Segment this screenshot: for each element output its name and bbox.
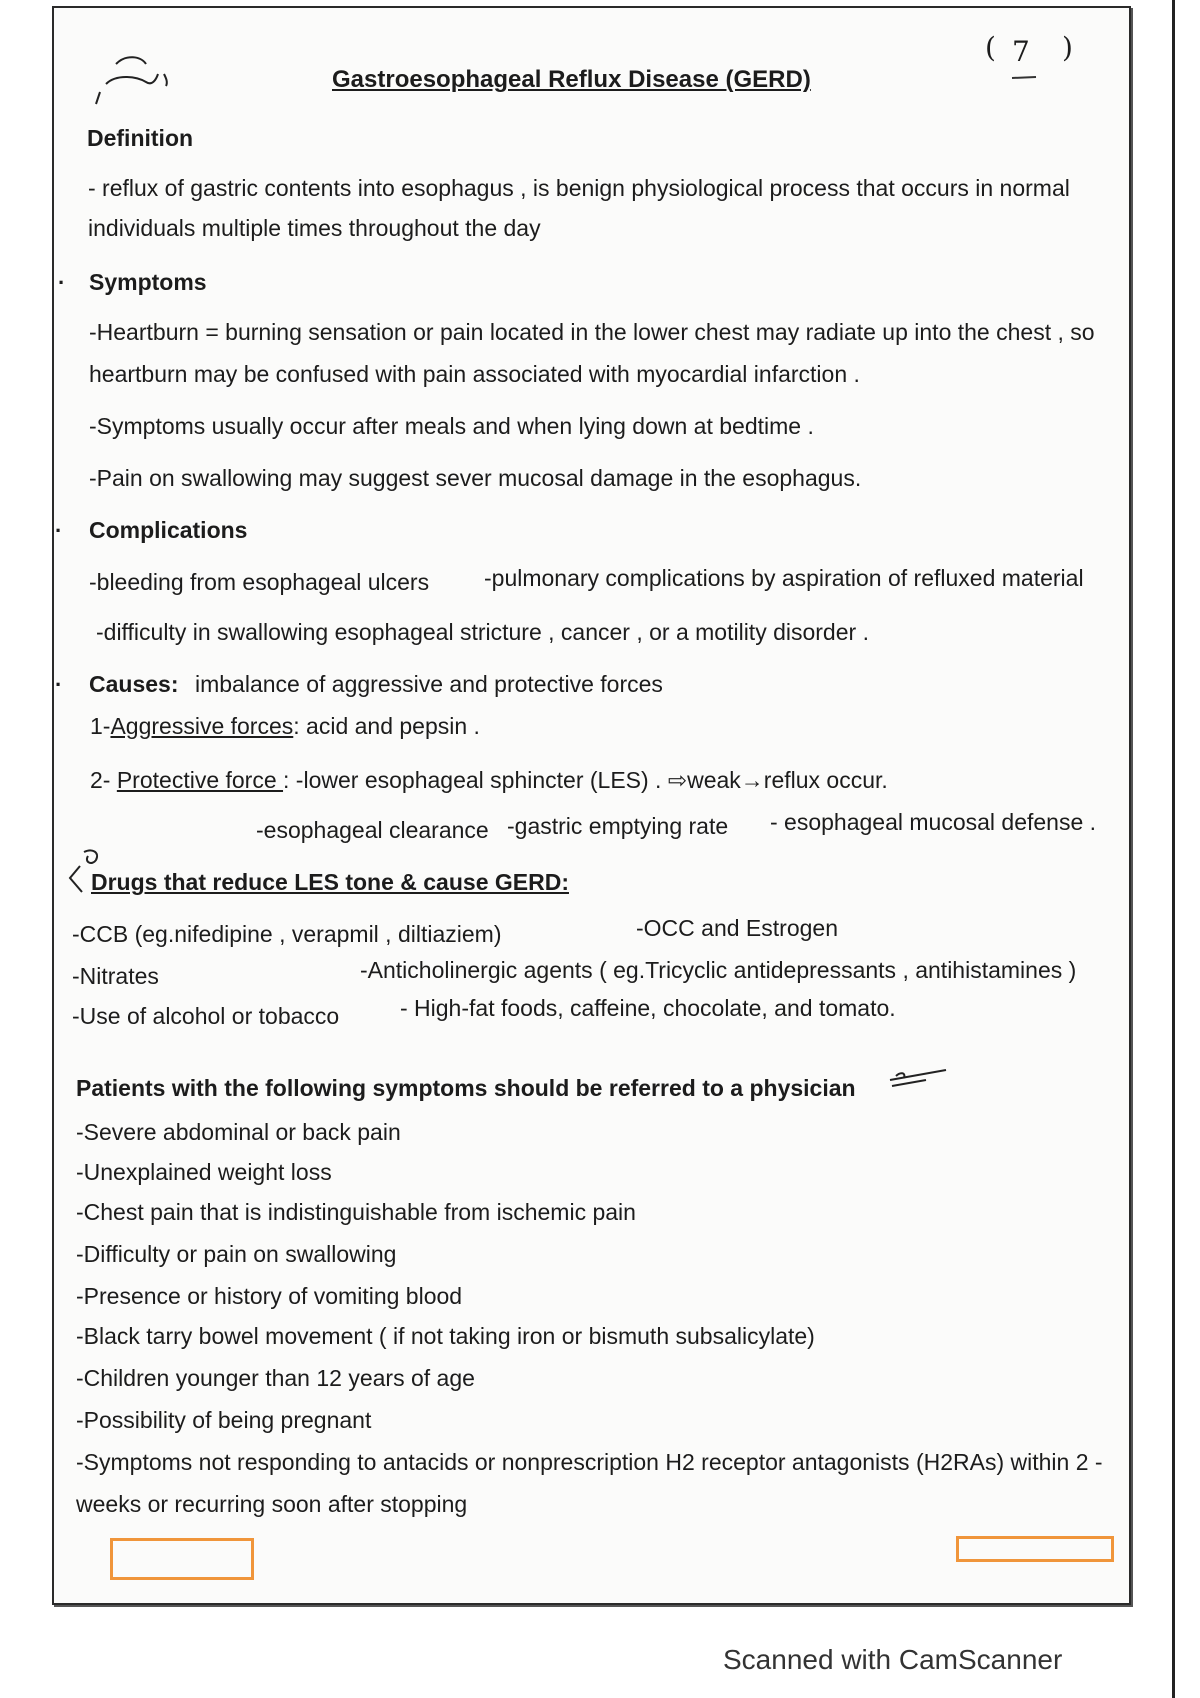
section-marker-icon: · <box>55 672 63 697</box>
aggressive-forces-label: Aggressive forces <box>110 713 294 739</box>
referral-item: -Black tarry bowel movement ( if not taking iron or bismuth subsalicylate) <box>76 1323 815 1349</box>
drugs-heading: Drugs that reduce LES tone & cause GERD: <box>91 869 569 895</box>
symptoms-line-1: -Heartburn = burning sensation or pain located in the lower chest may radiate up into the chest , so <box>89 319 1095 345</box>
drug-anticholinergic: -Anticholinergic agents ( eg.Tricyclic antidepressants , antihistamines ) <box>360 957 1077 983</box>
referral-item: -Chest pain that is indistinguishable from ischemic pain <box>76 1199 636 1225</box>
definition-heading: Definition <box>87 125 194 151</box>
page-number-open: ( <box>985 31 996 64</box>
causes-heading: Causes: <box>89 671 179 697</box>
drug-ccb: -CCB (eg.nifedipine , verapmil , diltiaziem) <box>72 921 502 947</box>
symptoms-line-4: -Pain on swallowing may suggest sever mucosal damage in the esophagus. <box>89 465 862 491</box>
referral-item: -Unexplained weight loss <box>76 1159 332 1185</box>
page-title: Gastroesophageal Reflux Disease (GERD) <box>332 66 811 93</box>
section-marker-icon: · <box>55 518 63 543</box>
aggressive-forces-text: : acid and pepsin . <box>293 713 480 739</box>
protective-item-2: -gastric emptying rate <box>507 813 729 839</box>
handwritten-scribble-icon <box>86 44 186 116</box>
referral-item: -Difficulty or pain on swallowing <box>76 1241 397 1267</box>
symptoms-line-2: heartburn may be confused with pain associated with myocardial infarction . <box>89 361 860 387</box>
page-number-close: ) <box>1062 31 1073 64</box>
page-edge-shadow <box>1172 0 1175 1698</box>
section-marker-icon: · <box>58 270 66 295</box>
referral-item: -Children younger than 12 years of age <box>76 1365 475 1391</box>
referral-item: -Symptoms not responding to antacids or nonprescription H2 receptor antagonists (H2RAs) within 2 - <box>76 1449 1103 1475</box>
symptoms-heading: Symptoms <box>89 269 207 295</box>
causes-aggressive-line <box>90 712 480 740</box>
complications-heading: Complications <box>89 517 248 543</box>
causes-intro: imbalance of aggressive and protective forces <box>195 671 663 697</box>
definition-line-2: individuals multiple times throughout the day <box>88 215 541 241</box>
protective-force-label: Protective force <box>116 767 284 793</box>
referral-heading: Patients with the following symptoms should be referred to a physician <box>76 1075 856 1101</box>
complications-item-1: -bleeding from esophageal ulcers <box>89 569 430 595</box>
highlight-box-left <box>110 1538 254 1580</box>
camscanner-watermark: Scanned with CamScanner <box>723 1644 1063 1675</box>
drug-alcohol: -Use of alcohol or tobacco <box>72 1003 340 1029</box>
complications-item-3: -difficulty in swallowing esophageal stricture , cancer , or a motility disorder . <box>96 619 869 645</box>
referral-item: -Severe abdominal or back pain <box>76 1119 401 1145</box>
page-number: 7 <box>1012 35 1030 68</box>
page-number-underline-icon <box>1010 74 1040 82</box>
causes-protective-line <box>90 766 888 794</box>
highlight-box-right <box>956 1536 1114 1562</box>
referral-item: -Possibility of being pregnant <box>76 1407 372 1433</box>
drug-nitrates: -Nitrates <box>72 963 159 989</box>
protective-item-1: -esophageal clearance <box>256 817 489 843</box>
drug-occ: -OCC and Estrogen <box>636 915 838 941</box>
referral-item: -Presence or history of vomiting blood <box>76 1283 463 1309</box>
definition-line-1: - reflux of gastric contents into esophagus , is benign physiological process that occurs in normal <box>88 175 1070 201</box>
referral-item: weeks or recurring soon after stopping <box>76 1491 468 1517</box>
complications-item-2: -pulmonary complications by aspiration of refluxed material <box>484 565 1084 591</box>
protective-force-text: : -lower esophageal sphincter (LES) . ⇨weak→reflux occur. <box>283 767 888 793</box>
aggressive-prefix: 1- <box>90 713 111 739</box>
symptoms-line-3: -Symptoms usually occur after meals and when lying down at bedtime . <box>89 413 814 439</box>
protective-item-3: - esophageal mucosal defense . <box>770 809 1097 835</box>
handwritten-arrow-icon <box>886 1064 956 1090</box>
drug-foods: - High-fat foods, caffeine, chocolate, and tomato. <box>400 995 896 1021</box>
protective-prefix: 2- <box>90 767 117 793</box>
